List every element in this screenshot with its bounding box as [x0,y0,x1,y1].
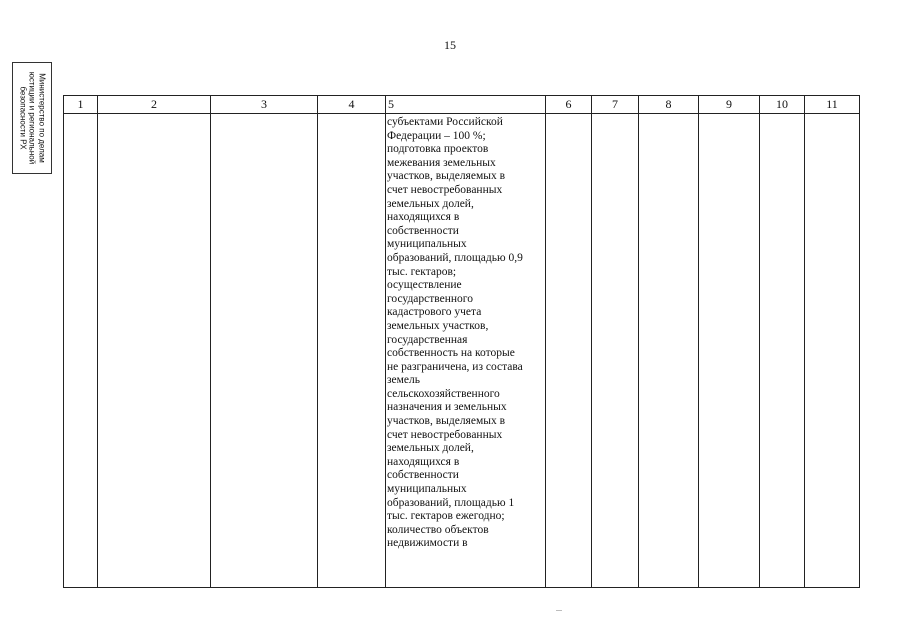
column-header-11: 11 [805,96,860,114]
text-line: участков, выделяемых в [387,415,506,428]
column-header-2: 2 [98,96,211,114]
column-header-6: 6 [546,96,592,114]
text-line: находящихся в [387,455,460,468]
cell-col-2 [98,114,211,588]
cell-col-3 [211,114,318,588]
text-line: образований, площадью 0,9 [387,251,523,264]
text-line: недвижимости в [387,537,468,550]
text-line: межевания земельных [387,156,496,169]
table-row [64,114,860,588]
text-line: собственности [387,469,459,482]
column-header-8: 8 [639,96,699,114]
stamp-text [18,64,47,172]
cell-col-10 [760,114,805,588]
text-line: государственного [387,292,473,305]
text-line: Федерации – 100 %; [387,129,486,142]
text-line: находящихся в [387,211,460,224]
text-line: осуществление [387,279,462,292]
scan-artifact [556,610,562,611]
text-line: тыс. гектаров; [387,265,457,278]
column-header-5: 5 [386,96,546,114]
text-line: тыс. гектаров ежегодно; [387,510,505,523]
text-line: субъектами Российской [387,116,503,128]
text-line: собственности [387,224,459,237]
cell-col-11 [805,114,860,588]
cell-col-8 [639,114,699,588]
page-number: 15 [444,38,456,52]
cell-col-5 [386,114,546,588]
text-line: муниципальных [387,238,467,251]
text-line: не разграничена, из состава [387,360,523,373]
text-line: счет невостребованных [387,183,503,196]
column-header-1: 1 [64,96,98,114]
text-line: государственная [387,333,468,346]
text-line: земельных долей, [387,442,474,455]
stamp-line: Министерство по делам [37,73,47,163]
stamp-line: безопасности РХ [18,86,28,150]
column-header-4: 4 [318,96,386,114]
text-line: муниципальных [387,483,467,496]
column-header-3: 3 [211,96,318,114]
table-header-row [64,96,860,114]
cell-col-7 [592,114,639,588]
text-line: кадастрового учета [387,306,482,319]
text-line: образований, площадью 1 [387,496,515,509]
cell-col-6 [546,114,592,588]
column-header-7: 7 [592,96,639,114]
text-line: земельных участков, [387,319,489,332]
text-line: подготовка проектов [387,143,489,156]
text-line: земель [387,374,421,387]
text-line: счет невостребованных [387,428,503,441]
text-line: сельскохозяйственного [387,387,500,400]
text-line: количество объектов [387,523,489,536]
text-line: собственность на которые [387,347,515,360]
document-table [63,95,860,588]
cell-col-1 [64,114,98,588]
stamp-line: юстиции и региональной [27,71,37,165]
column-header-10: 10 [760,96,805,114]
column-5-text [386,114,545,587]
text-line: земельных долей, [387,197,474,210]
cell-col-9 [699,114,760,588]
text-line: участков, выделяемых в [387,170,506,183]
text-line: назначения и земельных [387,401,507,414]
cell-col-4 [318,114,386,588]
column-header-9: 9 [699,96,760,114]
registration-stamp [12,62,52,174]
